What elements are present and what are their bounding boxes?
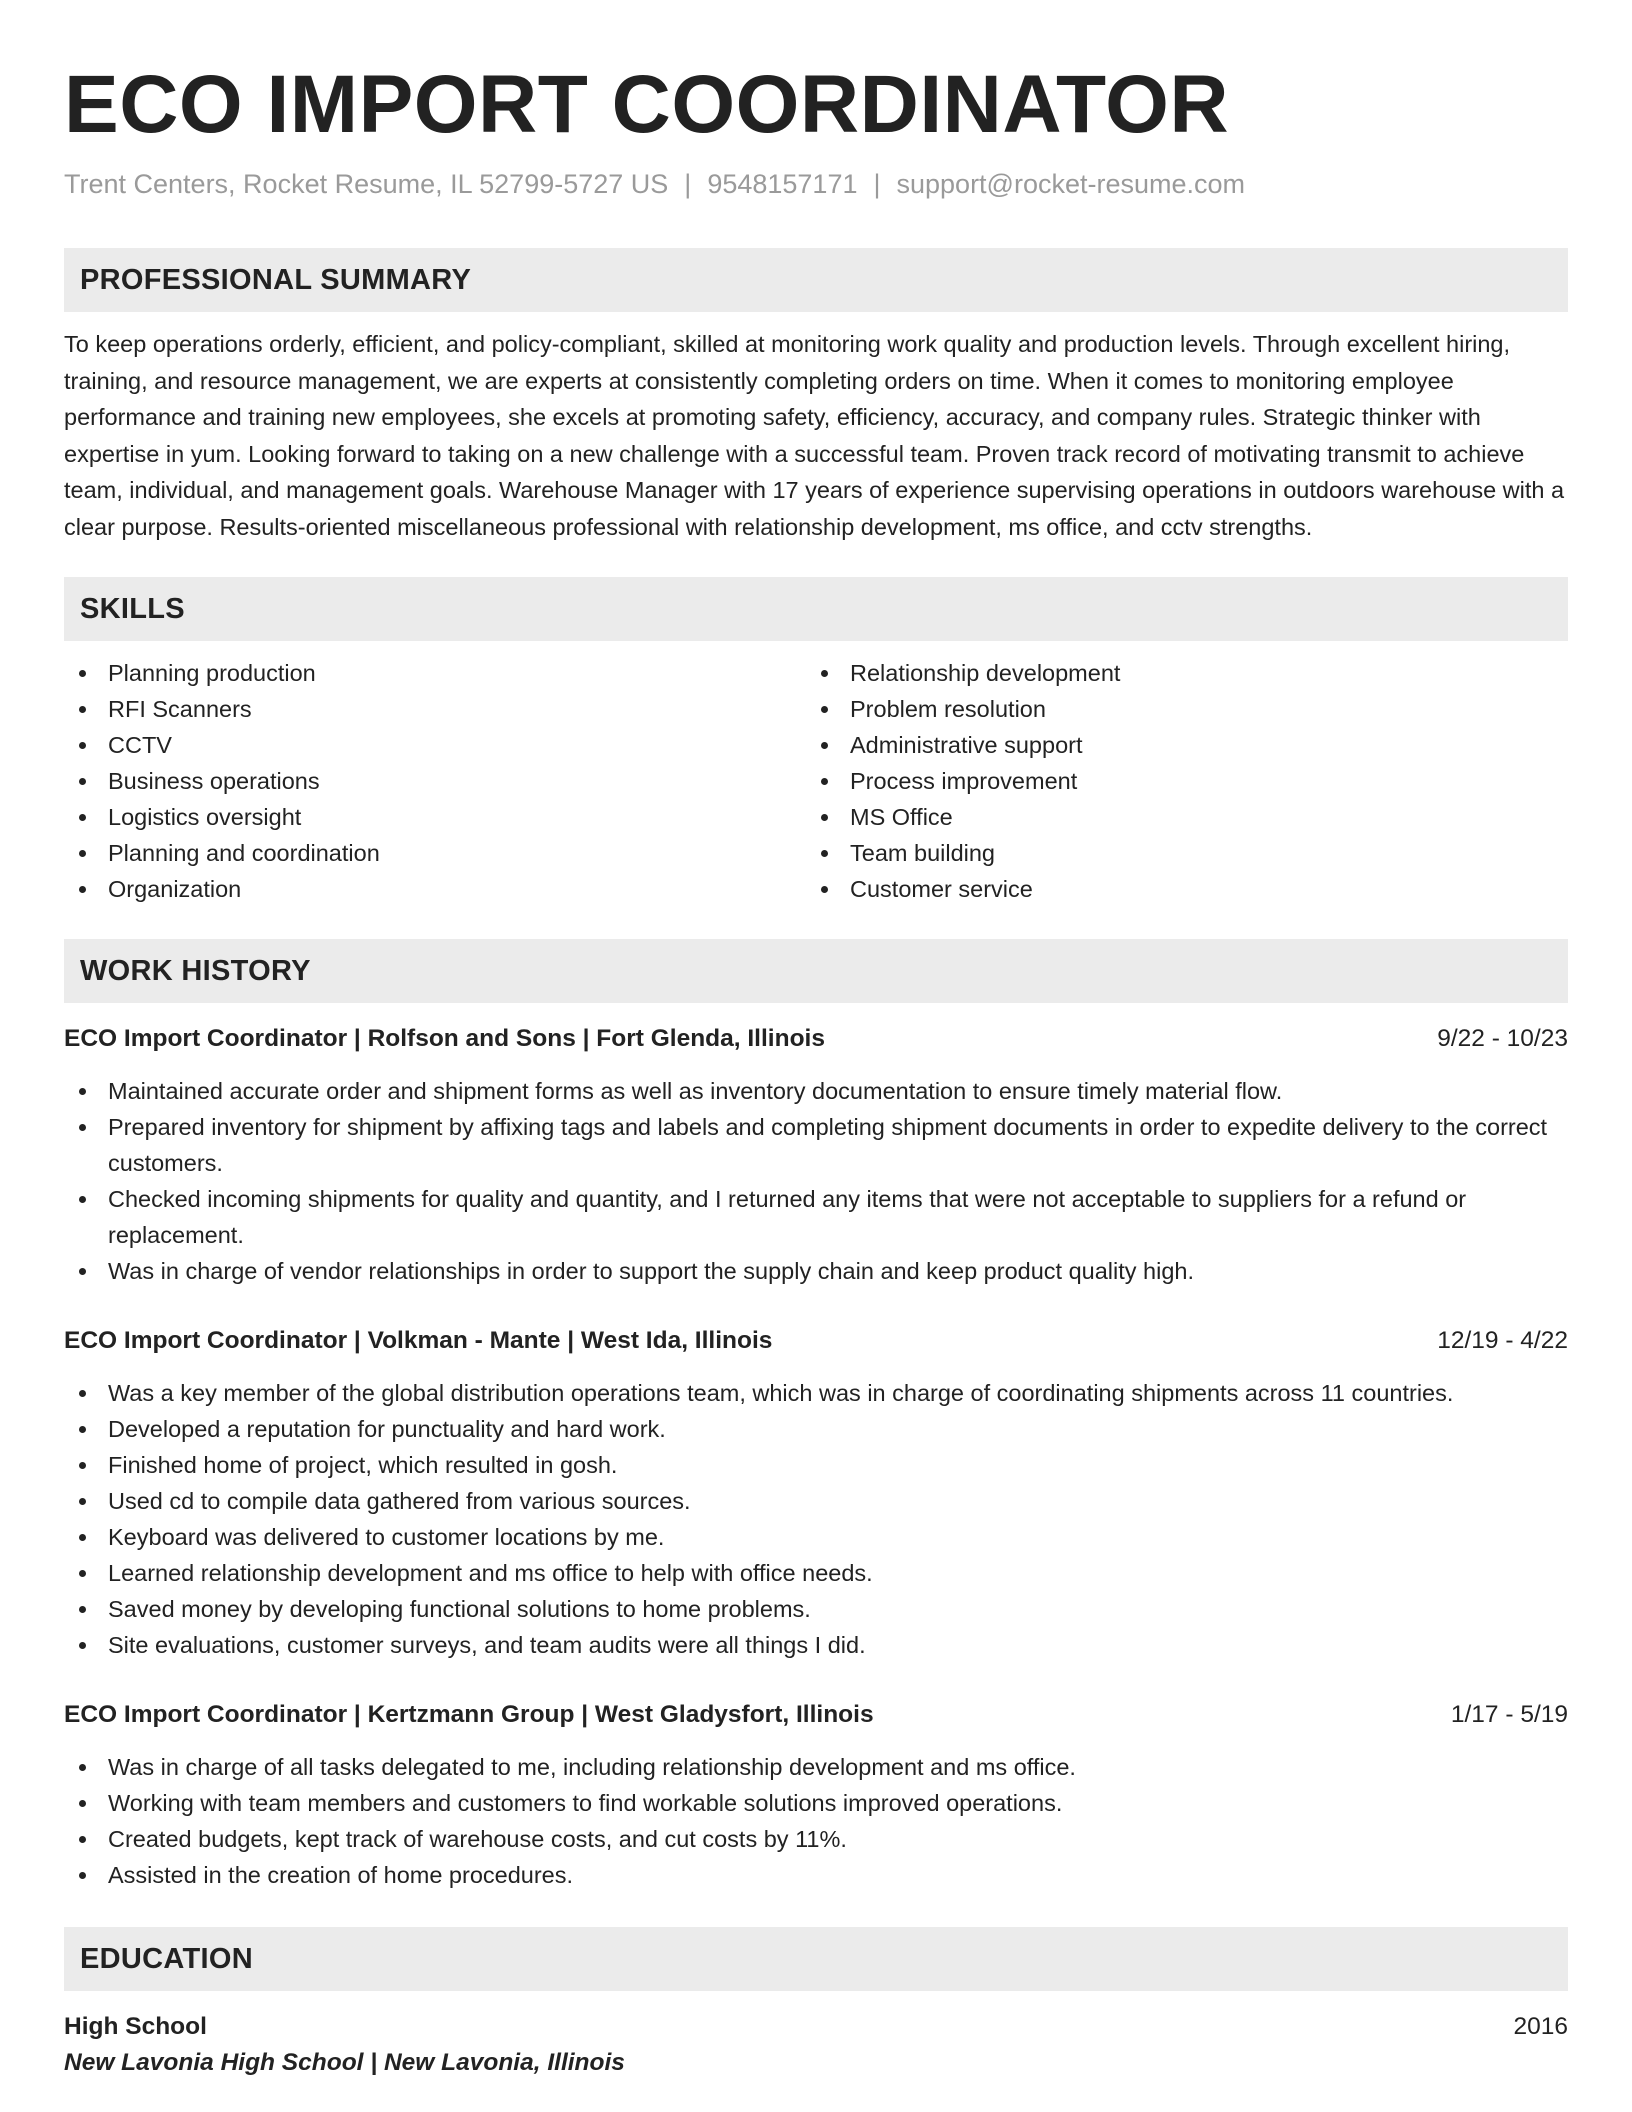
resume-page <box>64 56 1568 2081</box>
job-bullet: Saved money by developing functional solutions to home problems. <box>64 1591 1568 1627</box>
job-entry <box>64 1697 1568 1893</box>
job-bullet: Was a key member of the global distribution operations team, which was in charge of coordinating shipments across 11 countries. <box>64 1375 1568 1411</box>
job-bullet: Was in charge of all tasks delegated to me, including relationship development and ms office. <box>64 1749 1568 1785</box>
skill-item: Planning and coordination <box>64 835 806 871</box>
job-bullets <box>64 1073 1568 1289</box>
job-bullet: Checked incoming shipments for quality and quantity, and I returned any items that were not acceptable to suppliers for a refund or replacement. <box>64 1181 1568 1253</box>
education-year: 2016 <box>1513 2013 1568 2040</box>
skill-item: Process improvement <box>806 763 1548 799</box>
education-school: New Lavonia High School | New Lavonia, Illinois <box>64 2049 625 2076</box>
job-bullet: Maintained accurate order and shipment forms as well as inventory documentation to ensure timely material flow. <box>64 1073 1568 1109</box>
job-bullet: Site evaluations, customer surveys, and team audits were all things I did. <box>64 1627 1568 1663</box>
job-bullet: Assisted in the creation of home procedures. <box>64 1857 1568 1893</box>
skills-list-left <box>64 655 806 907</box>
work-history-section-header: WORK HISTORY <box>64 939 1568 1003</box>
summary-section-header: PROFESSIONAL SUMMARY <box>64 248 1568 312</box>
skill-item: RFI Scanners <box>64 691 806 727</box>
contact-line <box>64 166 1568 202</box>
skill-item: Planning production <box>64 655 806 691</box>
contact-separator: | <box>684 169 692 199</box>
skill-item: MS Office <box>806 799 1548 835</box>
job-bullet: Developed a reputation for punctuality and hard work. <box>64 1411 1568 1447</box>
summary-text: To keep operations orderly, efficient, and policy-compliant, skilled at monitoring work quality and production levels. Through excellent hiring, training, and resource management, we are experts at consistently completing orders on time. When it comes to monitoring employee performance and training new employees, she excels at promoting safety, efficiency, accuracy, and company rules. Strategic thinker with expertise in yum. Looking forward to taking on a new challenge with a successful team. Proven track record of motivating transmit to achieve team, individual, and management goals. Warehouse Manager with 17 years of experience supervising operations in outdoors warehouse with a clear purpose. Results-oriented miscellaneous professional with relationship development, ms office, and cctv strengths. <box>64 331 1565 540</box>
skill-item: Team building <box>806 835 1548 871</box>
skill-item: Logistics oversight <box>64 799 806 835</box>
job-title: ECO Import Coordinator | Volkman - Mante | West Ida, Illinois <box>64 1327 773 1354</box>
job-bullet: Learned relationship development and ms office to help with office needs. <box>64 1555 1568 1591</box>
skill-item: Customer service <box>806 871 1548 907</box>
job-dates: 12/19 - 4/22 <box>1437 1327 1568 1354</box>
skill-item: Relationship development <box>806 655 1548 691</box>
job-bullet: Prepared inventory for shipment by affixing tags and labels and completing shipment documents in order to expedite delivery to the correct customers. <box>64 1109 1568 1181</box>
skill-item: Administrative support <box>806 727 1548 763</box>
skills-section-header: SKILLS <box>64 577 1568 641</box>
skills-list-right <box>806 655 1548 907</box>
skill-item: Problem resolution <box>806 691 1548 727</box>
job-title-row <box>64 1021 1568 1057</box>
job-title: ECO Import Coordinator | Rolfson and Sons | Fort Glenda, Illinois <box>64 1025 825 1052</box>
job-bullet: Keyboard was delivered to customer locations by me. <box>64 1519 1568 1555</box>
job-dates: 1/17 - 5/19 <box>1450 1701 1568 1728</box>
education-section-header: EDUCATION <box>64 1927 1568 1991</box>
resume-name: ECO IMPORT COORDINATOR <box>64 59 1230 150</box>
job-bullet: Was in charge of vendor relationships in order to support the supply chain and keep product quality high. <box>64 1253 1568 1289</box>
job-bullet: Finished home of project, which resulted in gosh. <box>64 1447 1568 1483</box>
contact-separator: | <box>873 169 881 199</box>
skill-item: CCTV <box>64 727 806 763</box>
contact-phone: 9548157171 <box>707 169 858 199</box>
contact-email: support@rocket-resume.com <box>896 169 1246 199</box>
job-bullets <box>64 1375 1568 1663</box>
job-title-row <box>64 1323 1568 1359</box>
job-bullets <box>64 1749 1568 1893</box>
job-dates: 9/22 - 10/23 <box>1437 1025 1568 1052</box>
job-bullet: Working with team members and customers to find workable solutions improved operations. <box>64 1785 1568 1821</box>
skills-columns <box>64 655 1568 907</box>
skill-item: Organization <box>64 871 806 907</box>
contact-address: Trent Centers, Rocket Resume, IL 52799-5727 US <box>64 169 669 199</box>
job-bullet: Used cd to compile data gathered from various sources. <box>64 1483 1568 1519</box>
job-title-row <box>64 1697 1568 1733</box>
job-entry <box>64 1323 1568 1663</box>
job-bullet: Created budgets, kept track of warehouse costs, and cut costs by 11%. <box>64 1821 1568 1857</box>
education-row <box>64 2009 1568 2045</box>
job-entry <box>64 1021 1568 1289</box>
skill-item: Business operations <box>64 763 806 799</box>
education-degree: High School <box>64 2013 207 2040</box>
job-title: ECO Import Coordinator | Kertzmann Group | West Gladysfort, Illinois <box>64 1701 874 1728</box>
